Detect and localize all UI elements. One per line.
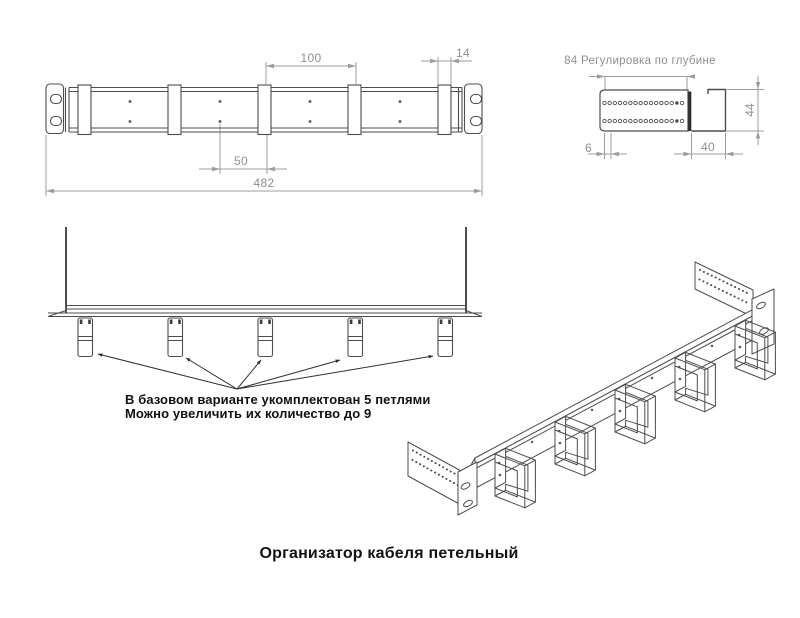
dim-label-hole-offset: 50 bbox=[234, 154, 248, 168]
loop-count-note-line2: Можно увеличить их количество до 9 bbox=[125, 406, 372, 421]
dim-label-loop-width: 14 bbox=[456, 46, 470, 60]
dim-label-height: 44 bbox=[743, 103, 757, 117]
dim-label-overall-width: 482 bbox=[253, 176, 275, 190]
loop-callout-arrows bbox=[98, 354, 433, 389]
isometric-view bbox=[408, 262, 775, 515]
dim-label-loop-spacing: 100 bbox=[300, 51, 322, 65]
side-view bbox=[588, 74, 764, 159]
loop-count-note-line1: В базовом варианте укомплектован 5 петлями bbox=[125, 392, 431, 407]
iso-left-ear bbox=[458, 462, 477, 515]
dim-label-depth: 40 bbox=[701, 140, 715, 154]
depth-adjust-label: 84 Регулировка по глубине bbox=[564, 55, 716, 67]
dim-label-hole-pitch: 6 bbox=[585, 141, 592, 155]
drawing-title: Организатор кабеля петельный bbox=[259, 545, 519, 562]
iso-right-ear bbox=[752, 289, 774, 354]
top-view bbox=[48, 227, 482, 389]
iso-right-wing bbox=[695, 262, 753, 317]
